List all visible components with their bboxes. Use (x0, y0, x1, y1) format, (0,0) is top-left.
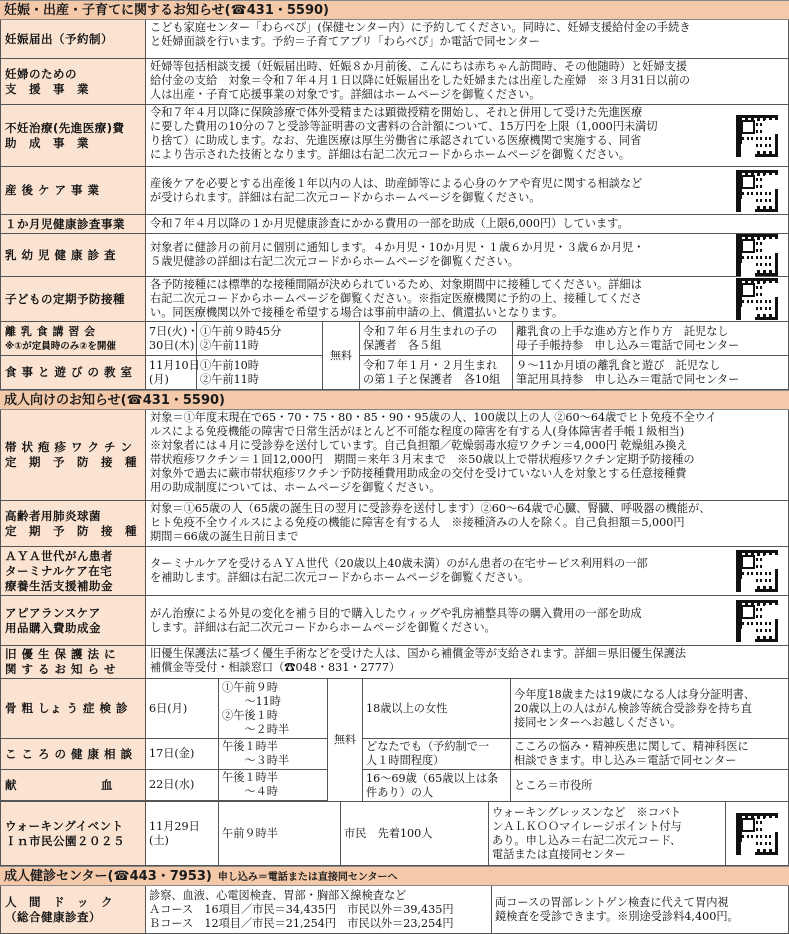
qr-code-icon[interactable] (736, 170, 778, 212)
event-time: ①午前９時45分 ②午前11時 (200, 324, 282, 352)
event-block-adult (1, 679, 788, 802)
event-time: ①午前９時 ～11時 ②午後１時 ～２時半 (222, 680, 290, 736)
row-label: ウォーキングイベント Ｉｎ市民公園２０２５ (1, 802, 146, 865)
section-adult-rows (0, 410, 789, 866)
dock-note: 両コースの胃部レントゲン検査に代えて胃内視 鏡検査を受診できます。※別途受診料4,400円。 (495, 895, 739, 923)
qr-cell (726, 105, 788, 166)
event-note: 今年度18歳または19歳になる人は身分証明書、 20歳以上の人はがん検診等統合受診券を持ち直 接同センターへお越しください。 (514, 687, 756, 729)
row-description: 対象者に健診月の前月に個別に通知します。４か月児・10か月児・１歳６か月児・３歳６か月児・ ５歳児健診の詳細は右記二次元コードからホームページを御覧ください。 (150, 241, 645, 268)
event-date: 7日(火)・ 30日(木) (146, 322, 197, 355)
section-child-rows (0, 20, 789, 390)
row-label: １か月児健康診査事業 (1, 215, 146, 233)
event-target: 18歳以上の女性 (363, 679, 511, 738)
event-block-child (1, 322, 788, 390)
event-date: 11月10日 (月) (146, 356, 197, 389)
event-time: 午後１時半 ～４時 (222, 771, 278, 798)
row-one-month-checkup (1, 215, 788, 234)
event-fee: 無料 (322, 322, 360, 389)
qr-cell (726, 596, 788, 645)
event-time: 午前９時半 (219, 802, 341, 865)
row-label: 骨 粗 しょ う 症 検 診 (1, 679, 146, 738)
row-label: 献 血 (1, 770, 146, 800)
event-note: ところ＝市役所 (514, 778, 593, 792)
row-description: 妊婦等包括相談支援（妊娠届出時、妊娠８か月前後、こんにちは赤ちゃん訪問時、その他随時）と妊婦支援 給付金の支給 対象＝令和７年４月１日以降に妊娠届出をした妊婦または出産した産婦 ※３月31日以前の 人は出産・子育て応援事業の対象です。詳細はホームページを御覧ください。 (150, 60, 691, 101)
row-label: 妊娠届出（予約制） (1, 20, 146, 58)
row-label: こ こ ろ の 健 康 相 談 (1, 739, 146, 769)
row-label: アピアランスケア 用品購入費助成金 (1, 596, 146, 645)
event-note: ウォーキングレッスンなど ※コバト ンＡＬＫＯＯマイレージポイント付与 あり。申し込み＝右記二次元コード、 電話または直接同センター (489, 802, 726, 865)
event-date: 11月29日 (土) (146, 802, 219, 865)
event-target: 令和７年１月・２月生まれ の第１子と保護者 各10組 (360, 356, 513, 389)
row-label: 乳 幼 児 健 康 診 査 (1, 234, 146, 276)
row-human-dock (1, 886, 788, 934)
row-meal-play-class (1, 356, 322, 389)
row-description: 旧優生保護法に基づく優生手術などを受けた人は、国から補償金等が支給されます。詳細＝県旧優生保護法 補償金等受付・相談窓口（☎048・831・2777） (150, 647, 687, 674)
qr-cell (726, 277, 788, 321)
qr-cell (726, 547, 788, 595)
section-header-health-center: 成人健診センター(☎443・7953) 申し込み＝電話または直接同センターへ (0, 866, 789, 886)
qr-cell (726, 234, 788, 276)
section-header-adult: 成人向けのお知らせ(☎431・5590) (0, 390, 789, 410)
section-health-center-rows (0, 886, 789, 934)
row-walking-event (1, 802, 788, 866)
event-target: どなたでも（予約制で一 人１時間程度） (363, 739, 511, 769)
row-aya-cancer-support (1, 547, 788, 596)
event-time: ①午前10時 ②午前11時 (200, 358, 259, 386)
qr-code-icon[interactable] (736, 600, 778, 642)
row-osteoporosis-screening (1, 679, 327, 739)
dock-description: 診察、血液、心電図検査、胃部・胸部Ｘ線検査など Ａコース 16項目／市民＝34,435円 市民以外＝39,435円 Ｂコース 12項目／市民＝21,254円 市民以外＝23,254円 (146, 886, 492, 933)
phone-number[interactable]: ☎048・831・2777） (284, 661, 401, 674)
event-target: 令和７年６月生まれの子の 保護者 各５組 (360, 322, 513, 355)
row-weaning-class (1, 322, 322, 356)
event-target: 16～69歳（65歳以上は条 件あり）の人 (363, 770, 511, 801)
event-note: 離乳食の上手な進め方と作り方 託児なし 母子手帳持参 申し込み＝電話で同センター (516, 324, 740, 352)
row-postpartum-care (1, 167, 788, 215)
row-description: 各予防接種には標準的な接種間隔が決められているため、対象期間中に接種してください。詳細は 右記二次元コードからホームページを御覧ください。※指定医療機関に予約の上、接種してくださ い。同医療機関以外で接種を希望する場合は事前申請の上、償還払いとなります。 (150, 278, 643, 319)
qr-code-icon[interactable] (736, 813, 778, 855)
event-date: 17日(金) (146, 739, 219, 769)
row-description: 令和７年４月以降に保険診療で体外受精または顕微授精を開始し、それと併用して受けた先進医療 に要した費用の10分の７と受診等証明書の文書料の合計額について、15万円を上限（1,000円未満切 り捨て）に助成します。なお、先進医療は厚生労働省に承認されている医療機関で実施する、同省 により告示された技術となります。詳細は右記二次元コードからホームページを御覧ください。 (150, 106, 658, 161)
event-target: 市民 先着100人 (341, 802, 489, 865)
row-label: 人 間 ド ッ ク （総合健康診査） (1, 886, 146, 933)
row-label: 妊婦のための 支 援 事 業 (1, 59, 146, 104)
row-description: ターミナルケアを受けるＡＹＡ世代（20歳以上40歳未満）のがん患者の在宅サービス利用料の一部 を補助します。詳細は右記二次元コードからホームページを御覧ください。 (150, 557, 648, 584)
row-label: 旧 優 生 保 護 法 に 関 す る お 知 ら せ (1, 646, 146, 678)
row-label: 食 事 と 遊 び の 教 室 (1, 356, 146, 389)
row-mental-health-consult (1, 739, 327, 770)
row-appearance-care (1, 596, 788, 646)
row-child-vaccination (1, 277, 788, 322)
row-pregnancy-notification (1, 20, 788, 59)
row-label: 高齢者用肺炎球菌 定 期 予 防 接 種 (1, 501, 146, 546)
qr-code-icon[interactable] (736, 550, 778, 592)
event-date: 22日(水) (146, 770, 219, 800)
row-label: 子どもの定期予防接種 (1, 277, 146, 321)
section-header-child: 妊娠・出産・子育てに関するお知らせ(☎431・5590) (0, 0, 789, 20)
row-pneumococcal-vaccine (1, 501, 788, 547)
row-infant-checkup (1, 234, 788, 277)
qr-cell (726, 802, 788, 865)
row-blood-donation (1, 770, 327, 801)
row-description: 令和７年４月以降の１か月児健康診査にかかる費用の一部を助成（上限6,000円）しています。 (150, 217, 629, 230)
row-eugenic-law-notice (1, 646, 788, 679)
row-label: 帯 状 疱 疹 ワ ク チ ン 定 期 予 防 接 種 (1, 410, 146, 500)
qr-code-icon[interactable] (736, 115, 778, 157)
event-note: ９～11か月頃の離乳食と遊び 託児なし 筆記用具持参 申し込み＝電話で同センター (516, 358, 740, 386)
row-description: こども家庭センター「わらべぴ」(保健センター内）に予約してください。同時に、妊婦支援給付金の手続き と妊婦面談を行います。予約＝子育てアプリ「わらべぴ」か電話で同センター (150, 21, 691, 48)
qr-code-icon[interactable] (736, 278, 778, 320)
row-description: 産後ケアを必要とする出産後１年以内の人は、助産師等による心身のケアや育児に関する相談など が受けられます。詳細は右記二次元コードからホームページを御覧ください。 (150, 176, 643, 204)
event-date: 6日(月) (146, 679, 219, 738)
section-subtitle: 申し込み＝電話または直接同センターへ (217, 872, 398, 883)
row-pregnancy-support (1, 59, 788, 105)
event-fee: 無料 (327, 679, 363, 801)
row-shingles-vaccine (1, 410, 788, 501)
row-label: 産 後 ケ ア 事 業 (1, 167, 146, 214)
qr-cell (726, 167, 788, 214)
row-description: 対象＝①年度末現在で65・70・75・80・85・90・95歳の人、100歳以上の人 ②60～64歳でヒト免疫不全ウイ ルスによる免疫機能の障害で日常生活がほとんど不可能な程度の障害を有する人(身体障害者手帳１級相当) ※対象者には４月に受診券を送付しています。自己負担額／乾燥弱毒水痘ワクチン＝4,000円 乾燥組み換え 帯状疱疹ワクチン＝１回12,000円 期間＝来年３月末まで ※50歳以上で帯状疱疹ワクチン定期予防接種の 対象外で過去に蕨市帯状疱疹ワクチン予防接種費用助成金の交付を受けていない人を対象とする任意接種費 用の助成制度については、ホームページを御覧ください。 (150, 411, 717, 494)
qr-code-icon[interactable] (736, 234, 778, 276)
row-label: 不妊治療(先進医療)費 助 成 事 業 (1, 105, 146, 166)
row-description: がん治療による外見の変化を補う目的で購入したウィッグや乳房補整具等の購入費用の一部を助成 します。詳細は右記二次元コードからホームページを御覧ください。 (150, 606, 642, 634)
event-note: こころの悩み・精神疾患に関して、精神科医に 相談できます。申し込み＝電話で同センター (514, 740, 749, 767)
row-label: ＡＹＡ世代がん患者 ターミナルケア在宅 療養生活支援補助金 (1, 547, 146, 595)
row-description: 対象＝①65歳の人（65歳の誕生日の翌月に受診券を送付します）②60～64歳で心臓、腎臓、呼吸器の機能が、 ヒト免疫不全ウイルスによる免疫の機能に障害を有する人 ※接種済みの人を除く。自己負担額＝5,000円 期間＝66歳の誕生日前日まで (150, 502, 711, 543)
event-time: 午後１時半 ～３時半 (222, 740, 290, 767)
row-label: 離 乳 食 講 習 会 ※①が定員時のみ②を開催 (1, 322, 146, 355)
row-infertility-grant (1, 105, 788, 167)
